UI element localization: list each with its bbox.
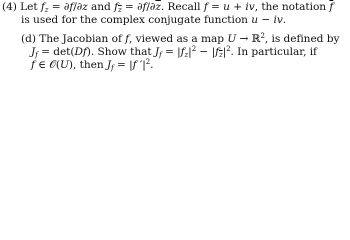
part-d-line-2: $J_f = \det(Df)$. Show that $J_f = |f_z|^2 - |f_{\overline{z}}|^2$. In particular, if (31, 45, 317, 59)
problem-line-1: (4) Let $f_z = \partial f/\partial z$ and $f_{\overline{z}} = \partial f/\partial\overline{z}$. Recall f = u + iv, the notation $\overline{f}$ (2, 1, 334, 14)
part-d-line-3: f ∈ 𝒪(U), then $J_f = |f$ $'|^2$. (31, 58, 154, 72)
problem-number: (4) (2, 1, 17, 13)
problem-line-2: is used for the complex conjugate function u − iv. (21, 14, 287, 26)
part-d-label: (d) (21, 33, 36, 45)
part-d-line-1: (d) The Jacobian of f, viewed as a map U → ℝ$^2$, is defined by (21, 32, 340, 45)
document-page (0, 0, 350, 73)
